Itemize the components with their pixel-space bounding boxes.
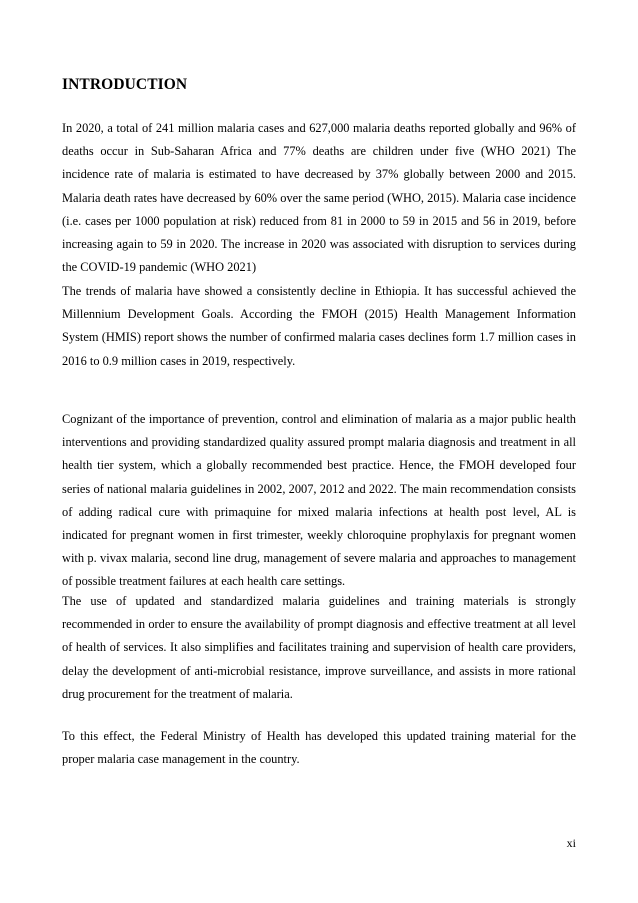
paragraph-standardized-materials: The use of updated and standardized malaria guidelines and training materials is strongly recommended in order to ensure the availability of prompt diagnosis and effective treatment at all level of health of services. It also simplifies and facilitates training and supervision of health care providers, delay the development of anti-microbial resistance, improve surveillance, and assists in more rational drug procurement for the treatment of malaria. xyxy=(62,594,576,701)
section-heading: INTRODUCTION xyxy=(62,76,188,93)
page-number: xi xyxy=(566,836,576,850)
paragraph-guidelines: Cognizant of the importance of prevention, control and elimination of malaria as a major public health interventions and providing standardized quality assured prompt malaria diagnosis and treatment in all health tier system, which a globally recommended best practice. Hence, the FMOH developed four series of national malaria guidelines in 2002, 2007, 2012 and 2022. The main recommendation consists of adding radical cure with primaquine for mixed malaria infections at health post level, AL is indicated for pregnant women in first trimester, weekly chloroquine prophylaxis for pregnant women with p. vivax malaria, second line drug, management of severe malaria and approaches to management of possible treatment failures at each health care settings. xyxy=(62,412,576,589)
paragraph-ethiopia-trends: The trends of malaria have showed a consistently decline in Ethiopia. It has successful achieved the Millennium Development Goals. According the FMOH (2015) Health Management Information System (HMIS) report shows the number of confirmed malaria cases declines form 1.7 million cases in 2016 to 0.9 million cases in 2019, respectively. xyxy=(62,284,576,368)
paragraph-training-material: To this effect, the Federal Ministry of Health has developed this updated training material for the proper malaria case management in the country. xyxy=(62,729,576,767)
paragraph-global-burden: In 2020, a total of 241 million malaria cases and 627,000 malaria deaths reported globally and 96% of deaths occur in Sub-Saharan Africa and 77% deaths are children under five (WHO 2021) The incidence rate of malaria is estimated to have decreased by 37% globally between 2000 and 2015. Malaria death rates have decreased by 60% over the same period (WHO, 2015). Malaria case incidence (i.e. cases per 1000 population at risk) reduced from 81 in 2000 to 59 in 2015 and 56 in 2019, before increasing again to 59 in 2020. The increase in 2020 was associated with disruption to services during the COVID-19 pandemic (WHO 2021) xyxy=(62,121,576,275)
